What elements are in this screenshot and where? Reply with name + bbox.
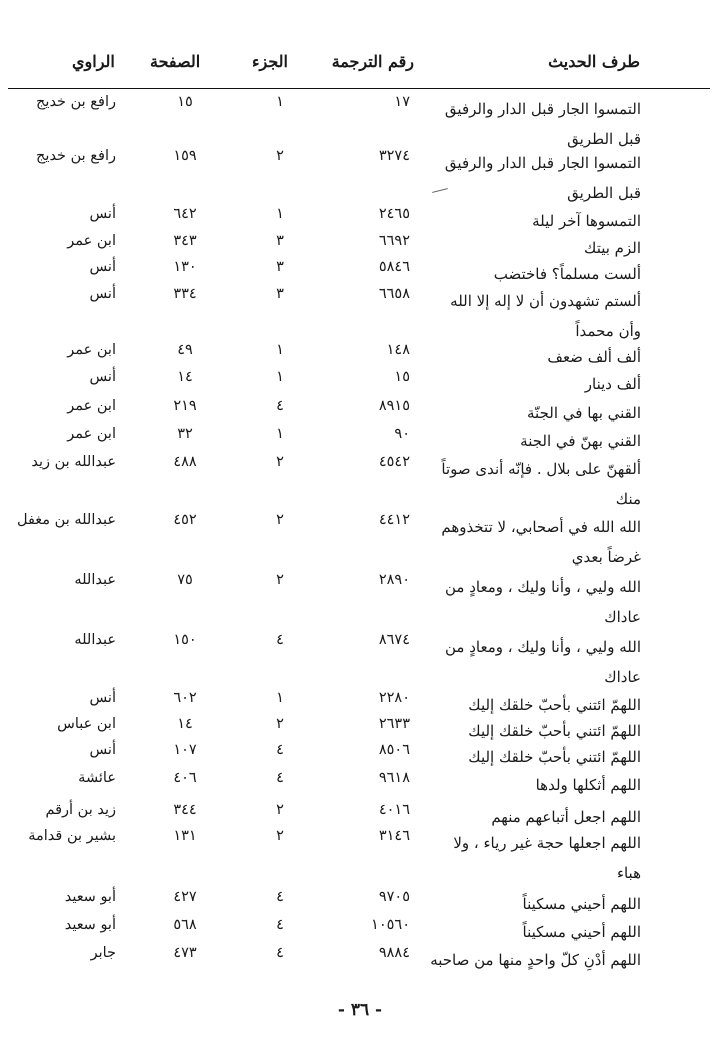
rawi-cell: أنس	[89, 369, 116, 385]
hadith-cell: الله الله في أصحابي، لا تتخذوهم غرضاً بعدي	[441, 518, 641, 566]
juz-cell: ٣	[276, 286, 284, 302]
rawi-cell: جابر	[90, 945, 116, 961]
rawi-cell: أنس	[89, 690, 116, 706]
tarjama-cell: ٣٢٧٤	[378, 148, 410, 164]
tarjama-cell: ٢٢٨٠	[378, 690, 410, 706]
page-cell: ١٥٩	[173, 148, 197, 164]
tarjama-cell: ١٥	[394, 369, 410, 385]
page-cell: ٣٤٤	[173, 802, 197, 818]
hadith-cell: التمسوا الجار قبل الدار والرفيق قبل الطريق	[444, 154, 641, 202]
tarjama-cell: ٩٠	[394, 426, 410, 442]
tarjama-cell: ٢٦٣٣	[378, 716, 410, 732]
page-cell: ٤٧٣	[173, 945, 197, 961]
page-cell: ٣٢	[177, 426, 193, 442]
page-cell: ١٣١	[173, 828, 197, 844]
juz-cell: ٢	[276, 454, 284, 470]
page-cell: ٦٤٢	[173, 206, 197, 222]
header-page: الصفحة	[150, 52, 201, 71]
hadith-cell: التمسوها آخر ليلة	[532, 212, 641, 230]
tarjama-cell: ٤٠١٦	[378, 802, 410, 818]
juz-cell: ٤	[276, 945, 284, 961]
hadith-cell: اللهمّ ائتني بأحبّ خلقك إليك	[468, 748, 641, 766]
rawi-cell: ابن عمر	[67, 398, 116, 414]
page-cell: ٤٩	[177, 342, 193, 358]
tarjama-cell: ٢٤٦٥	[378, 206, 410, 222]
header-hadith: طرف الحديث	[548, 52, 640, 71]
page-cell: ٣٣٤	[173, 286, 197, 302]
rawi-cell: بشير بن قدامة	[28, 828, 116, 844]
juz-cell: ٤	[276, 770, 284, 786]
hadith-cell: التمسوا الجار قبل الدار والرفيق قبل الطريق	[444, 100, 641, 148]
page-cell: ٤٥٢	[173, 512, 197, 528]
juz-cell: ٤	[276, 917, 284, 933]
rawi-cell: رافع بن خديج	[36, 148, 116, 164]
page-cell: ١٥٠	[173, 632, 197, 648]
rawi-cell: أنس	[89, 286, 116, 302]
juz-cell: ٤	[276, 632, 284, 648]
hadith-cell: ألف دينار	[584, 375, 641, 393]
juz-cell: ٢	[276, 148, 284, 164]
page-cell: ٤٢٧	[173, 889, 197, 905]
hadith-cell: الله وليي ، وأنا وليك ، ومعادٍ من عاداك	[444, 638, 641, 686]
tarjama-cell: ١٤٨	[386, 342, 410, 358]
juz-cell: ٢	[276, 512, 284, 528]
rawi-cell: أنس	[89, 259, 116, 275]
tarjama-cell: ٦٦٥٨	[378, 286, 410, 302]
hadith-cell: ألقهنّ على بلال . فإنّه أندى صوتاً منك	[441, 460, 641, 508]
page-cell: ١٤	[177, 716, 193, 732]
rawi-cell: أنس	[89, 742, 116, 758]
rawi-cell: ابن عباس	[57, 716, 116, 732]
tarjama-cell: ٥٨٤٦	[378, 259, 410, 275]
rawi-cell: أبو سعيد	[64, 889, 116, 905]
tarjama-cell: ٩٦١٨	[378, 770, 410, 786]
page-cell: ٧٥	[177, 572, 193, 588]
tarjama-cell: ٩٨٨٤	[378, 945, 410, 961]
juz-cell: ٢	[276, 828, 284, 844]
juz-cell: ١	[276, 342, 284, 358]
header-juz: الجزء	[252, 52, 288, 71]
rawi-cell: عبدالله بن زيد	[31, 454, 116, 470]
header-rule	[8, 88, 710, 89]
juz-cell: ٢	[276, 802, 284, 818]
rawi-cell: ابن عمر	[67, 233, 116, 249]
tarjama-cell: ١٧	[394, 94, 410, 110]
header-tarjama: رقم الترجمة	[331, 52, 414, 71]
hadith-cell: اللهم أحيني مسكيناً	[522, 923, 641, 941]
juz-cell: ٢	[276, 572, 284, 588]
hadith-cell: ألست مسلماً؟ فاختضب	[493, 265, 641, 283]
rawi-cell: عبدالله	[74, 572, 116, 588]
header-rawi: الراوي	[72, 52, 115, 71]
hadith-cell: اللهم أدْنِ كلّ واحدٍ منها من صاحبه	[430, 951, 641, 969]
hadith-cell: اللهمّ ائتني بأحبّ خلقك إليك	[468, 722, 641, 740]
page-number: - ٣٦ -	[337, 1000, 383, 1020]
hadith-cell: القني بها في الجنّة	[527, 404, 641, 422]
rawi-cell: رافع بن خديج	[36, 94, 116, 110]
hadith-cell: اللهم اجعلها حجة غير رياء ، ولا هباء	[453, 834, 641, 882]
rawi-cell: أنس	[89, 206, 116, 222]
hadith-cell: ألستم تشهدون أن لا إله إلا الله وأن محمداً	[450, 292, 641, 340]
rawi-cell: عبدالله بن مغفل	[16, 512, 116, 528]
rawi-cell: ابن عمر	[67, 342, 116, 358]
rawi-cell: زيد بن أرقم	[45, 802, 116, 818]
hadith-cell: اللهمّ ائتني بأحبّ خلقك إليك	[468, 696, 641, 714]
tarjama-cell: ٤٥٤٢	[378, 454, 410, 470]
juz-cell: ١	[276, 690, 284, 706]
juz-cell: ٤	[276, 889, 284, 905]
tarjama-cell: ١٠٥٦٠	[371, 917, 410, 933]
hadith-cell: القني بهنّ في الجنة	[520, 432, 641, 450]
page-cell: ١٣٠	[173, 259, 197, 275]
hadith-cell: اللهم أحيني مسكيناً	[522, 895, 641, 913]
tarjama-cell: ٨٩١٥	[378, 398, 410, 414]
juz-cell: ١	[276, 426, 284, 442]
rawi-cell: أبو سعيد	[64, 917, 116, 933]
hadith-cell: الزم بيتك	[584, 239, 641, 257]
tarjama-cell: ٩٧٠٥	[378, 889, 410, 905]
page-cell: ٤٠٦	[173, 770, 197, 786]
page-cell: ٣٤٣	[173, 233, 197, 249]
tarjama-cell: ٣١٤٦	[378, 828, 410, 844]
juz-cell: ٣	[276, 259, 284, 275]
page-cell: ١٠٧	[173, 742, 197, 758]
juz-cell: ١	[276, 206, 284, 222]
tarjama-cell: ٤٤١٢	[378, 512, 410, 528]
rawi-cell: عائشة	[78, 770, 116, 786]
rawi-cell: ابن عمر	[67, 426, 116, 442]
hadith-cell: الله وليي ، وأنا وليك ، ومعادٍ من عاداك	[444, 578, 641, 626]
juz-cell: ١	[276, 369, 284, 385]
tarjama-cell: ٦٦٩٢	[378, 233, 410, 249]
juz-cell: ٤	[276, 398, 284, 414]
page-cell: ٦٠٢	[173, 690, 197, 706]
page-cell: ١٥	[177, 94, 193, 110]
juz-cell: ٢	[276, 716, 284, 732]
hadith-cell: ألف ألف ضعف	[547, 348, 641, 366]
page-cell: ٥٦٨	[173, 917, 197, 933]
tarjama-cell: ٢٨٩٠	[378, 572, 410, 588]
hadith-cell: اللهم اجعل أتباعهم منهم	[491, 808, 641, 826]
tarjama-cell: ٨٦٧٤	[378, 632, 410, 648]
tarjama-cell: ٨٥٠٦	[378, 742, 410, 758]
juz-cell: ١	[276, 94, 284, 110]
page-cell: ٤٨٨	[173, 454, 197, 470]
hadith-cell: اللهم أثكلها ولدها	[535, 776, 641, 794]
rawi-cell: عبدالله	[74, 632, 116, 648]
juz-cell: ٤	[276, 742, 284, 758]
page-cell: ١٤	[177, 369, 193, 385]
page-cell: ٢١٩	[173, 398, 197, 414]
juz-cell: ٣	[276, 233, 284, 249]
